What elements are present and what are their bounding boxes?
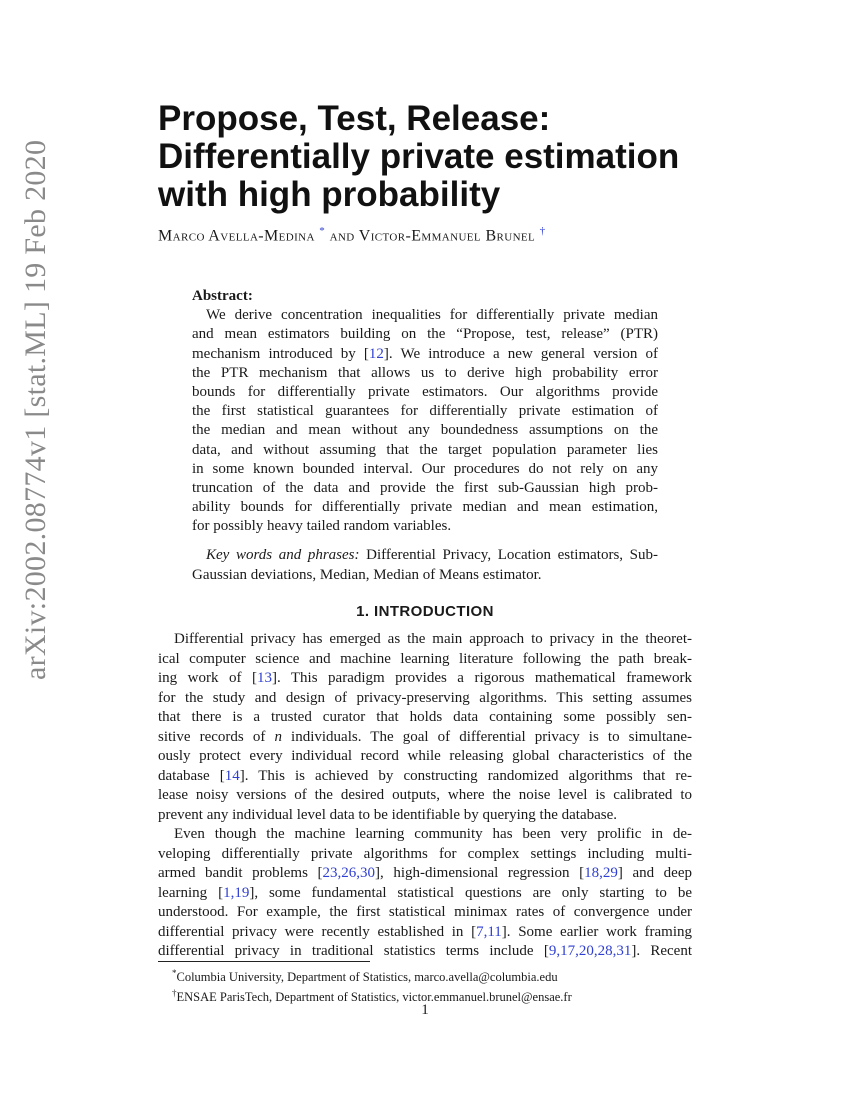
author-name: Victor-Emmanuel Brunel: [358, 227, 536, 245]
abstract-heading: Abstract:: [192, 288, 253, 304]
paragraph-line: veloping differentially private algorithms for complex settings including multi-: [158, 845, 692, 862]
abstract-line: bounds for differentially private estimators. Our algorithms provide: [192, 383, 658, 400]
footnote: [172, 965, 692, 985]
abstract-line: [192, 345, 658, 364]
keywords-line: Gaussian deviations, Median, Median of Means estimator.: [192, 566, 542, 583]
citation-link[interactable]: 18,29: [584, 865, 618, 881]
footnote-mark: †: [172, 988, 177, 999]
paragraph-line: that there is a trusted curator that holds data containing some possibly sen-: [158, 709, 692, 725]
paragraph-line: Differential privacy has emerged as the main approach to privacy in the theoret-: [174, 631, 692, 647]
title-line: Propose, Test, Release:: [158, 99, 551, 138]
author-list: [158, 225, 718, 245]
section-number: 1.: [356, 603, 370, 620]
body-text: [158, 630, 692, 962]
keywords-label: Key words and phrases:: [206, 547, 360, 564]
paragraph-line: learning [1,19], some fundamental statistical questions are only starting to be: [158, 884, 692, 901]
keywords-line: [192, 546, 658, 565]
math-symbol: n: [274, 728, 282, 745]
page-number: 1: [421, 1002, 429, 1018]
abstract-line: the PTR mechanism that allows us to derive high probability error: [192, 364, 658, 381]
abstract-line: the median and mean without any boundedness assumptions on the: [192, 422, 658, 439]
footnotes: [172, 965, 692, 1005]
footnote-link-author1[interactable]: *: [319, 225, 326, 237]
citation-link[interactable]: 23,26,30: [322, 865, 376, 881]
footnote-link-author2[interactable]: †: [539, 225, 546, 237]
citation-link[interactable]: 12: [368, 345, 384, 362]
abstract-line: truncation of the data and provide the first sub-Gaussian high prob-: [192, 479, 658, 496]
abstract-line: data, and without assuming that the target population parameter lies: [192, 441, 658, 458]
paragraph-line: Even though the machine learning community has been very prolific in de-: [174, 826, 692, 842]
citation-link[interactable]: 14: [224, 767, 240, 784]
abstract-line: ability bounds for differentially private median and mean estimation,: [192, 499, 658, 516]
paragraph-line: ical computer science and machine learning literature following the path break-: [158, 650, 692, 667]
footnote-mark: *: [172, 968, 177, 978]
citation-link[interactable]: 7,11: [476, 923, 502, 940]
paragraph-line: understood. For example, the first statistical minimax rates of convergence under: [158, 904, 692, 920]
arxiv-identifier-stamp: arXiv:2002.08774v1 [stat.ML] 19 Feb 2020: [19, 139, 52, 680]
paragraph-line: armed bandit problems [23,26,30], high-dimensional regression [18,29] and deep: [158, 865, 692, 881]
paragraph-line: sitive records of n individuals. The goal of differential privacy is to simultane-: [158, 728, 692, 745]
abstract-line-text: mechanism introduced by [12]. We introduce a new general version of: [192, 345, 658, 362]
section-heading: [158, 603, 692, 620]
paragraph-line: lease noisy versions of the desired outputs, where the noise level is calibrated to: [158, 787, 692, 803]
title-line: with high probability: [158, 175, 501, 214]
abstract-line: and mean estimators building on the “Propose, test, release” (PTR): [192, 326, 658, 343]
paragraph-line: for the study and design of privacy-preserving algorithms. This setting assumes: [158, 689, 692, 706]
author-connector: and: [329, 227, 359, 245]
footnote-rule: [158, 961, 370, 962]
paragraph-line: differential privacy in traditional statistics terms include [9,17,20,28,31]. Recent: [158, 943, 692, 959]
abstract-line: We derive concentration inequalities for differentially private median: [206, 307, 658, 324]
paragraph-line: ously protect every individual record while releasing global characteristics of the: [158, 748, 692, 764]
author-name: Marco Avella-Medina: [158, 227, 315, 245]
paragraph-line: database [14]. This is achieved by constructing randomized algorithms that re-: [158, 767, 692, 784]
abstract-line: in some known bounded interval. Our procedures do not rely on any: [192, 460, 658, 477]
keywords-text: Differential Privacy, Location estimators, Sub-: [359, 547, 658, 564]
keywords: [192, 546, 658, 584]
paragraph-line: prevent any individual level data to be identifiable by querying the database.: [158, 806, 618, 823]
section-title: INTRODUCTION: [374, 603, 494, 620]
title-line: Differentially private estimation: [158, 137, 680, 176]
paper-title: [158, 100, 718, 214]
footnote-text: Columbia University, Department of Statistics, marco.avella@columbia.edu: [176, 970, 558, 985]
abstract-line: for possibly heavy tailed random variables.: [192, 518, 452, 535]
paragraph-line: ing work of [13]. This paradigm provides a rigorous mathematical framework: [158, 670, 692, 686]
abstract: [192, 287, 658, 585]
citation-link[interactable]: 13: [256, 670, 272, 686]
citation-link[interactable]: 1,19: [223, 884, 250, 901]
paragraph-line: differential privacy were recently established in [7,11]. Some earlier work framing: [158, 923, 692, 940]
footnote-text: ENSAE ParisTech, Department of Statistics, victor.emmanuel.brunel@ensae.fr: [176, 990, 572, 1005]
abstract-line: the first statistical guarantees for differentially private estimation of: [192, 403, 658, 420]
citation-link[interactable]: 9,17,20,28,31: [548, 943, 632, 959]
